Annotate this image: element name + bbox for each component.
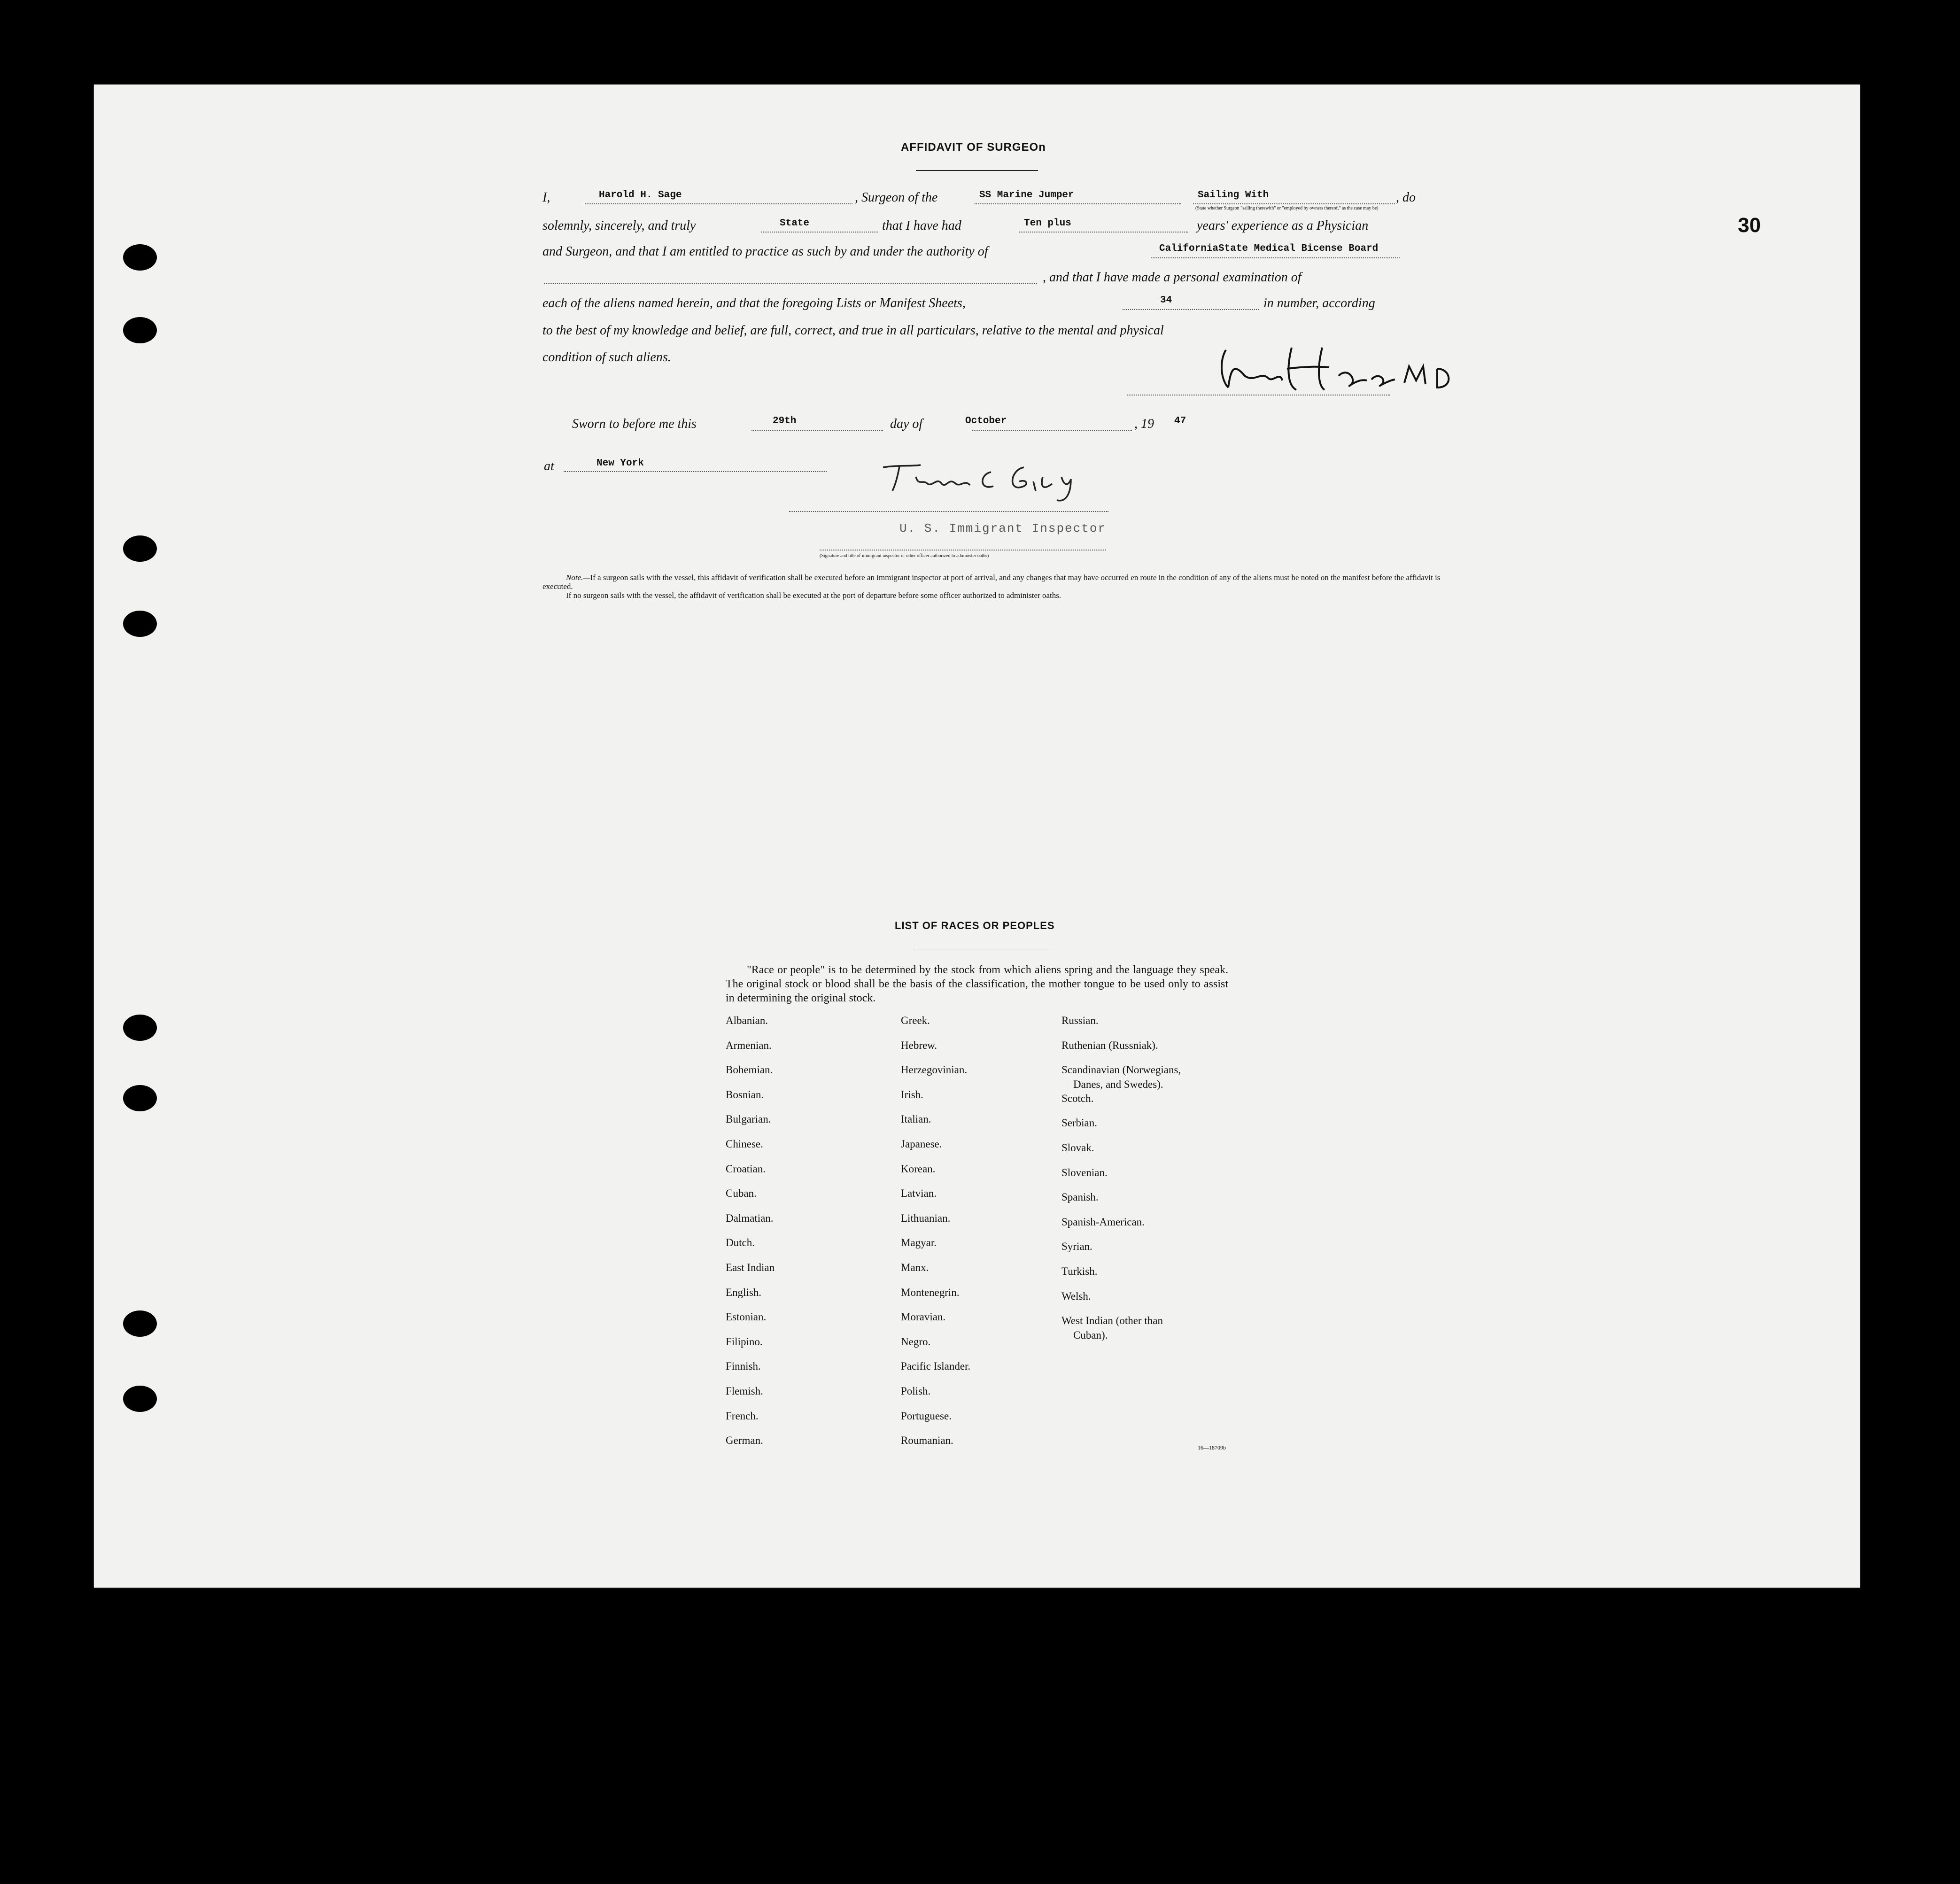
race-item: Armenian.	[726, 1039, 772, 1051]
race-item: Slovak.	[1061, 1141, 1094, 1154]
form-number: 16—18709b	[1198, 1444, 1226, 1451]
race-item: English.	[726, 1286, 762, 1298]
race-item: Magyar.	[901, 1237, 937, 1249]
race-item: Scotch.	[1061, 1092, 1094, 1104]
race-item: Greek.	[901, 1015, 930, 1026]
affidavit-text: , do	[1396, 190, 1416, 205]
race-item: Cuban).	[1073, 1329, 1108, 1341]
affidavit-title: AFFIDAVIT OF SURGEOn	[901, 141, 1046, 154]
fill-line	[1151, 257, 1400, 258]
title-underline	[916, 170, 1038, 171]
page-number: 30	[1738, 214, 1761, 237]
race-item: Russian.	[1061, 1015, 1099, 1026]
affidavit-text: , Surgeon of the	[855, 190, 938, 205]
race-item: Dalmatian.	[726, 1212, 774, 1224]
fill-line	[789, 511, 1108, 512]
binder-hole	[123, 244, 157, 271]
race-item: Pacific Islander.	[901, 1360, 971, 1372]
race-item: Moravian.	[901, 1311, 946, 1323]
race-item: Scandinavian (Norwegians,	[1061, 1064, 1181, 1076]
affidavit-note	[542, 573, 1444, 600]
affidavit-text: in number, according	[1263, 296, 1375, 310]
affidavit-text: that I have had	[882, 218, 961, 233]
race-item: Latvian.	[901, 1187, 937, 1200]
race-item: Italian.	[901, 1113, 931, 1125]
race-item: Montenegrin.	[901, 1286, 960, 1298]
race-item: Estonian.	[726, 1311, 767, 1323]
race-item: Irish.	[901, 1088, 923, 1101]
binder-hole	[123, 1386, 157, 1412]
affidavit-text: each of the aliens named herein, and that the foregoing Lists or Manifest Sheets,	[542, 296, 966, 310]
race-item: Cuban.	[726, 1187, 757, 1200]
sheet-count: 34	[1160, 295, 1172, 306]
sailing-note: (State whether Surgeon "sailing therewith" or "employed by owners thereof," as the case may be)	[1195, 206, 1379, 211]
race-item: Ruthenian (Russniak).	[1061, 1039, 1158, 1051]
vessel-name: SS Marine Jumper	[979, 190, 1074, 201]
race-item: Welsh.	[1061, 1290, 1091, 1302]
race-item: Bulgarian.	[726, 1113, 771, 1125]
race-item: Lithuanian.	[901, 1212, 951, 1224]
race-item: Spanish.	[1061, 1191, 1099, 1203]
races-column-1	[726, 1015, 775, 1459]
binder-hole	[123, 1015, 157, 1041]
race-item: Roumanian.	[901, 1434, 953, 1447]
affidavit-text: condition of such aliens.	[542, 350, 671, 364]
sworn-year: 47	[1174, 416, 1186, 426]
race-item: Negro.	[901, 1335, 931, 1348]
race-item: French.	[726, 1410, 759, 1422]
sworn-day: 29th	[773, 416, 797, 426]
years-experience: Ten plus	[1024, 218, 1071, 229]
race-item: East Indian	[726, 1261, 775, 1273]
licensing-authority: CaliforniaState Medical Bicense Board	[1159, 243, 1379, 254]
fill-line	[975, 203, 1181, 204]
race-item: Syrian.	[1061, 1240, 1092, 1253]
race-item: Serbian.	[1061, 1117, 1098, 1129]
race-item: Turkish.	[1061, 1265, 1098, 1277]
races-column-3	[1061, 1015, 1181, 1343]
race-item: Danes, and Swedes).	[1073, 1078, 1163, 1090]
race-item: Dutch.	[726, 1237, 755, 1249]
fill-line	[564, 471, 827, 472]
sworn-month: October	[965, 416, 1007, 426]
race-item: Spanish-American.	[1061, 1216, 1145, 1228]
fill-line	[585, 203, 852, 204]
inspector-signature	[878, 458, 1113, 505]
sailing-status: Sailing With	[1198, 190, 1269, 201]
affidavit-text: I,	[542, 190, 550, 205]
race-item: Croatian.	[726, 1163, 766, 1175]
fill-line	[1123, 309, 1259, 310]
race-item: Bohemian.	[726, 1064, 773, 1076]
race-item: Flemish.	[726, 1385, 763, 1397]
note-paragraph-2: If no surgeon sails with the vessel, the affidavit of verification shall be executed at the port of departure before some officer authorized to administer oaths.	[566, 591, 1061, 600]
race-item: Herzegovinian.	[901, 1064, 968, 1076]
race-item: Portuguese.	[901, 1410, 952, 1422]
sworn-text: day of	[890, 417, 923, 431]
races-title: LIST OF RACES OR PEOPLES	[895, 920, 1055, 931]
manifest-page	[94, 85, 1860, 1588]
fill-line	[972, 430, 1132, 431]
race-item: Bosnian.	[726, 1088, 764, 1101]
signature-caption: (Signature and title of immigrant inspector or other officer authorized to administer oaths)	[820, 553, 989, 558]
race-item: Polish.	[901, 1385, 931, 1397]
inspector-title: U. S. Immigrant Inspector	[899, 521, 1107, 535]
surgeon-signature	[1216, 343, 1461, 395]
affidavit-text: years' experience as a Physician	[1197, 218, 1369, 233]
binder-hole	[123, 1310, 157, 1337]
affidavit-text: solemnly, sincerely, and truly	[542, 218, 696, 233]
race-item: Slovenian.	[1061, 1166, 1108, 1178]
fill-line	[761, 232, 878, 233]
race-item: Albanian.	[726, 1015, 768, 1026]
fill-line	[1193, 203, 1395, 204]
surgeon-name: Harold H. Sage	[599, 190, 682, 201]
binder-hole	[123, 1085, 157, 1111]
races-column-2	[901, 1015, 970, 1459]
oath-type: State	[780, 218, 810, 229]
race-item: Korean.	[901, 1163, 936, 1175]
fill-line	[544, 283, 1037, 284]
fill-line	[1019, 232, 1188, 233]
race-item: Filipino.	[726, 1335, 763, 1348]
affidavit-text: , and that I have made a personal examination of	[1043, 270, 1302, 285]
binder-hole	[123, 317, 157, 343]
race-item: Japanese.	[901, 1138, 942, 1150]
race-item: Manx.	[901, 1261, 929, 1273]
binder-hole	[123, 535, 157, 562]
sworn-text: at	[544, 459, 554, 473]
race-item: Hebrew.	[901, 1039, 937, 1051]
race-item: German.	[726, 1434, 763, 1447]
race-item: Chinese.	[726, 1138, 763, 1150]
sworn-place: New York	[597, 458, 644, 469]
fill-line	[751, 430, 883, 431]
sworn-text: Sworn to before me this	[572, 417, 697, 431]
note-label: Note.—	[566, 573, 590, 582]
sworn-text: , 19	[1134, 417, 1154, 431]
note-paragraph-1: If a surgeon sails with the vessel, this affidavit of verification shall be executed before an immigrant inspector at port of arrival, and any changes that may have occurred en route in the condition of any of the aliens must be noted on the manifest before the affidavit is executed.	[542, 573, 1441, 591]
affidavit-text: and Surgeon, and that I am entitled to practice as such by and under the authority of	[542, 244, 988, 259]
race-item: West Indian (other than	[1061, 1315, 1163, 1327]
affidavit-text: to the best of my knowledge and belief, are full, correct, and true in all particulars, relative to the mental and physical	[542, 323, 1164, 338]
binder-hole	[123, 611, 157, 637]
race-item: Finnish.	[726, 1360, 761, 1372]
races-intro: "Race or people" is to be determined by the stock from which aliens spring and the language they speak. The original stock or blood shall be the basis of the classification, the mother tongue to be used only to assist in determining the original stock.	[726, 964, 1228, 1004]
